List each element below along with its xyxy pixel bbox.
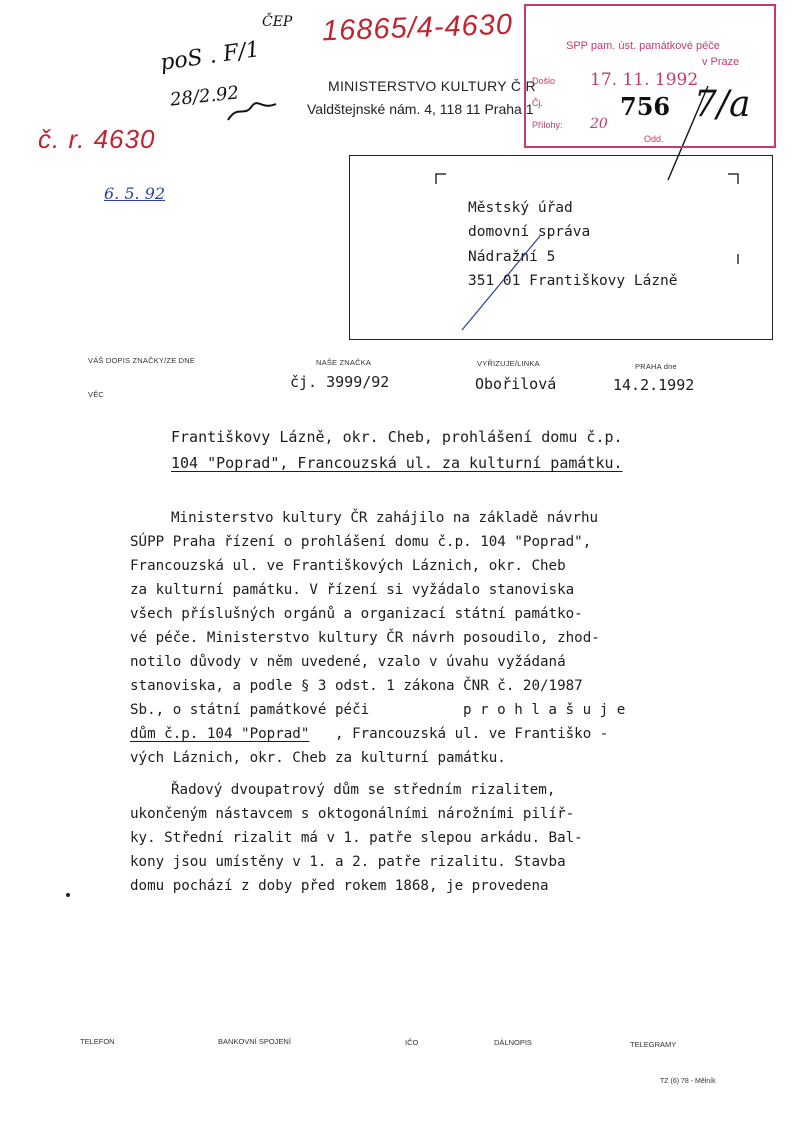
stamp-attachments-label: Přílohy: <box>532 120 563 130</box>
handled-by-label: VYŘIZUJE/LINKA <box>477 359 540 368</box>
handwritten-date-blue: 6. 5. 92 <box>104 184 166 203</box>
body-line: stanoviska, a podle § 3 odst. 1 zákona ČNR č. 20/1987 <box>130 678 583 694</box>
margin-dot <box>66 893 70 897</box>
recipient-line-3: Nádražní 5 <box>468 249 556 265</box>
subject-line-2: 104 "Poprad", Francouzská ul. za kulturní památku. <box>171 454 623 472</box>
handwritten-cep: ČEP <box>262 14 293 30</box>
place-date-label: PRAHA dne <box>635 362 677 371</box>
your-letter-label: VÁŠ DOPIS ZNAČKY/ZE DNE <box>88 356 196 365</box>
handwritten-file-ref: poS . F/1 <box>158 37 262 76</box>
letter-date-value: 14.2.1992 <box>613 376 695 394</box>
stamp-date: 17. 11. 1992 <box>590 70 699 90</box>
body-line: ky. Střední rizalit má v 1. patře slepou arkádu. Bal- <box>130 830 583 846</box>
recipient-line-1: Městský úřad <box>468 200 573 216</box>
subject-line-1: Františkovy Lázně, okr. Cheb, prohlášení domu č.p. <box>171 428 623 446</box>
declaration-word: p r o h l a š u j e <box>463 702 626 718</box>
body-line: kony jsou umístěny v 1. a 2. patře rizalitu. Stavba <box>130 854 566 870</box>
recipient-line-4: 351 01 Františkovy Lázně <box>468 273 678 289</box>
body-line: všech příslušných orgánů a organizací státní památko- <box>130 606 583 622</box>
footer-bank: BANKOVNÍ SPOJENÍ <box>218 1037 291 1046</box>
body-line: ukončeným nástavcem s oktogonálními nárožními pilíř- <box>130 806 575 822</box>
our-ref-value: čj. 3999/92 <box>290 373 390 391</box>
stamp-date-label: Došlo <box>532 76 556 86</box>
footer-ico: IČO <box>405 1038 419 1047</box>
body-line: , Francouzská ul. ve Františko - <box>335 726 609 742</box>
body-line: Řadový dvoupatrový dům se středním rizalitem, <box>171 782 556 798</box>
body-line: Ministerstvo kultury ČR zahájilo na základě návrhu <box>171 510 599 526</box>
stamp-attachments: 20 <box>590 116 608 132</box>
address-window <box>349 155 773 340</box>
body-line: SÚPP Praha řízení o prohlášení domu č.p. 104 "Poprad", <box>130 534 592 550</box>
footer-print-code: TZ (6) 78 - Mělník <box>660 1078 716 1085</box>
footer-dalnopis: DÁLNOPIS <box>494 1038 532 1047</box>
our-ref-label: NAŠE ZNAČKA <box>316 358 372 367</box>
handwritten-registry-number: 16865/4-4630 <box>321 8 514 48</box>
stamp-number: 756 <box>620 92 671 121</box>
stamp-number-label: Čj. <box>532 98 543 108</box>
body-line: Francouzská ul. ve Františkových Láznich, okr. Cheb <box>130 558 566 574</box>
body-line: za kulturní památku. V řízení si vyžádalo stanoviska <box>130 582 575 598</box>
body-line: vých Láznich, okr. Cheb za kulturní památku. <box>130 750 506 766</box>
stamp-institution: SPP pam. úst. památkové péče <box>566 40 720 52</box>
handled-by-value: Obořilová <box>475 375 557 393</box>
body-line: notilo důvody v něm uvedené, vzalo v úvahu vyžádaná <box>130 654 566 670</box>
subject-label: VĚC <box>88 390 105 399</box>
body-line: vé péče. Ministerstvo kultury ČR návrh posoudilo, zhod- <box>130 630 600 646</box>
registry-stamp <box>524 4 776 148</box>
declared-building: dům č.p. 104 "Poprad" <box>130 726 310 742</box>
stamp-city: v Praze <box>702 56 740 68</box>
letterhead-ministry: MINISTERSTVO KULTURY Č R <box>328 78 536 94</box>
letterhead-address: Valdštejnské nám. 4, 118 11 Praha 1 <box>307 101 534 117</box>
handwritten-record-number: č. r. 4630 <box>38 124 156 154</box>
footer-telefon: TELEFON <box>80 1037 115 1046</box>
address-corner-marks <box>350 156 774 341</box>
footer-telegramy: TELEGRAMY <box>630 1040 677 1049</box>
stamp-dept-label: Odd. <box>644 134 664 144</box>
body-line: Sb., o státní památkové péči <box>130 702 370 718</box>
signature-stroke <box>228 103 276 120</box>
handwritten-date: 28/2.92 <box>169 82 240 111</box>
stamp-hand-mark: 7/a <box>694 84 751 125</box>
body-line: domu pochází z doby před rokem 1868, je provedena <box>130 878 549 894</box>
recipient-line-2: domovní správa <box>468 224 591 240</box>
